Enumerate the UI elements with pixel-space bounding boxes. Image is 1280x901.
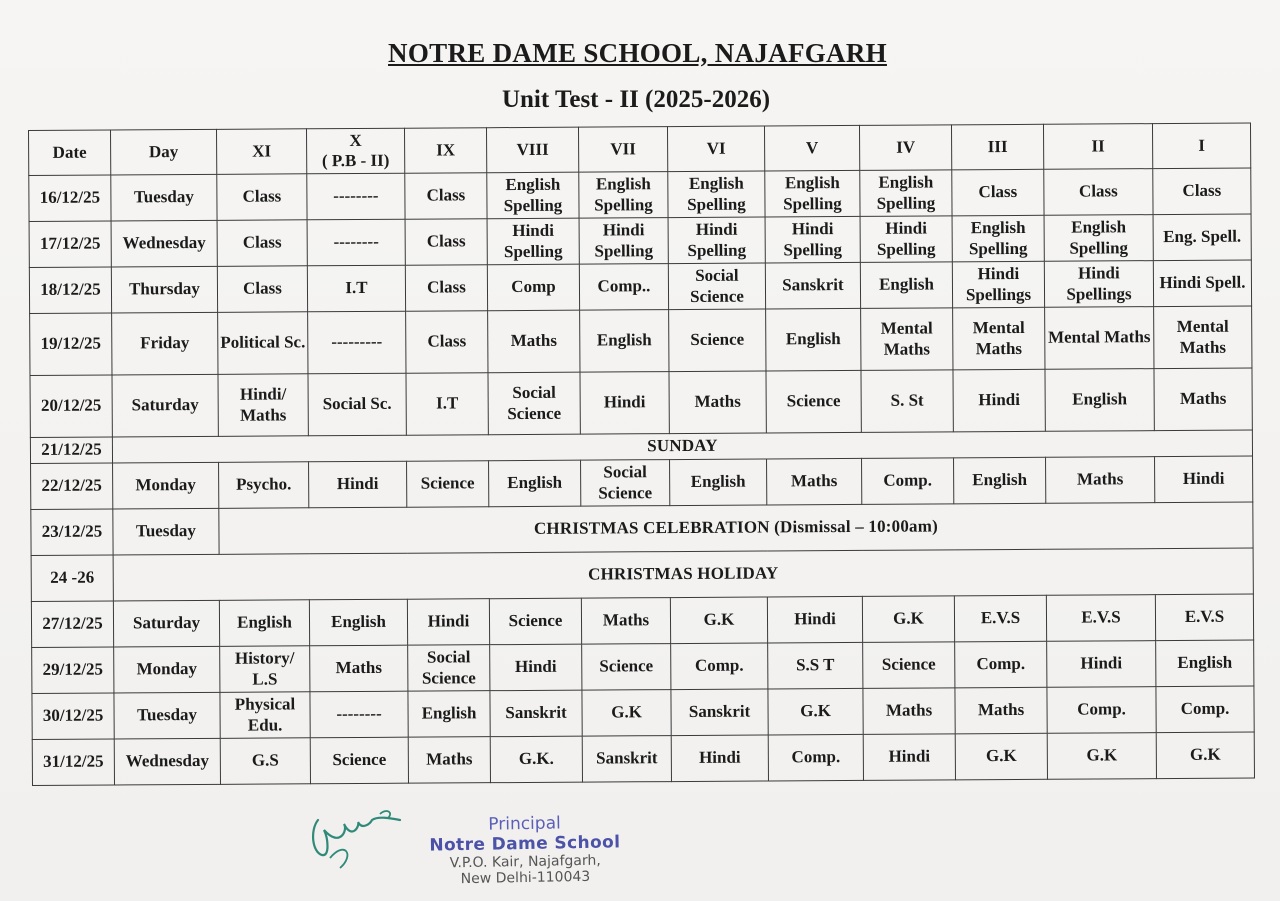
subject-cell: Maths bbox=[863, 688, 955, 735]
subject-cell: Science bbox=[407, 461, 489, 508]
subject-cell: Sanskrit bbox=[582, 736, 671, 783]
subject-cell: G.K. bbox=[490, 736, 582, 783]
subject-cell: Hindi bbox=[309, 461, 407, 508]
subject-cell: Hindi/ Maths bbox=[218, 374, 308, 437]
test-title-heading: Unit Test - II (2025-2026) bbox=[501, 86, 771, 113]
subject-cell: G.K bbox=[955, 733, 1047, 780]
subject-cell: English Spelling bbox=[765, 170, 860, 217]
subject-cell: English bbox=[1156, 640, 1254, 687]
table-row bbox=[32, 640, 1254, 693]
subject-cell: Class bbox=[1044, 169, 1153, 216]
subject-cell: G.K bbox=[862, 596, 954, 643]
subject-cell: E.V.S bbox=[1046, 595, 1155, 642]
subject-cell: English bbox=[580, 310, 669, 373]
subject-cell: History/ L.S bbox=[220, 646, 310, 693]
day-cell: Tuesday bbox=[111, 174, 217, 221]
subject-cell: Comp. bbox=[862, 458, 954, 505]
date-cell: 29/12/25 bbox=[32, 647, 114, 694]
subject-cell: G.K bbox=[582, 690, 671, 737]
table-row bbox=[29, 214, 1251, 267]
table-row bbox=[29, 260, 1251, 313]
subject-cell: Class bbox=[952, 169, 1044, 216]
subject-cell: Maths bbox=[488, 310, 580, 373]
subject-cell: -------- bbox=[307, 173, 405, 220]
subject-cell: Mental Maths bbox=[861, 308, 953, 371]
date-cell: 20/12/25 bbox=[30, 375, 112, 437]
subject-cell: Psycho. bbox=[219, 462, 309, 509]
column-header: Day bbox=[111, 129, 217, 175]
principal-stamp bbox=[404, 812, 645, 888]
subject-cell: S. St bbox=[861, 370, 953, 433]
subject-cell: Class bbox=[405, 219, 487, 266]
school-name-heading: NOTRE DAME SCHOOL, NAJAFGARH bbox=[388, 38, 887, 68]
subject-cell: English Spelling bbox=[668, 171, 765, 218]
principal-signature bbox=[300, 800, 410, 870]
subject-cell: Science bbox=[489, 598, 581, 645]
subject-cell: English Spelling bbox=[1044, 215, 1153, 262]
merged-event-cell: CHRISTMAS HOLIDAY bbox=[113, 548, 1253, 601]
table-row bbox=[30, 306, 1252, 375]
date-cell: 31/12/25 bbox=[32, 739, 114, 786]
column-header: IV bbox=[859, 125, 951, 171]
subject-cell: G.K bbox=[1156, 732, 1254, 779]
subject-cell: English Spelling bbox=[860, 170, 952, 217]
date-cell: 23/12/25 bbox=[31, 509, 113, 556]
day-cell: Tuesday bbox=[114, 692, 220, 739]
subject-cell: Mental Maths bbox=[1154, 306, 1252, 369]
date-cell: 30/12/25 bbox=[32, 693, 114, 740]
subject-cell: G.K bbox=[670, 597, 767, 644]
subject-cell: --------- bbox=[308, 311, 406, 374]
subject-cell: English bbox=[408, 691, 490, 738]
subject-cell: Comp. bbox=[768, 734, 863, 781]
subject-cell: Hindi bbox=[490, 644, 582, 691]
date-cell: 22/12/25 bbox=[31, 463, 113, 510]
table-row bbox=[32, 686, 1254, 739]
subject-cell: Science bbox=[766, 370, 861, 433]
column-header: VIII bbox=[486, 127, 578, 173]
subject-cell: Science bbox=[310, 737, 408, 784]
subject-cell: English bbox=[489, 460, 581, 507]
subject-cell: Hindi Spellings bbox=[952, 261, 1044, 308]
subject-cell: Sanskrit bbox=[671, 689, 768, 736]
subject-cell: Hindi bbox=[863, 734, 955, 781]
subject-cell: Sanskrit bbox=[765, 262, 860, 309]
subject-cell: Class bbox=[1153, 168, 1251, 215]
subject-cell: E.V.S bbox=[954, 595, 1046, 642]
subject-cell: Hindi Spelling bbox=[668, 217, 765, 264]
header-row bbox=[29, 123, 1251, 175]
day-cell: Saturday bbox=[112, 374, 218, 437]
day-cell: Friday bbox=[112, 312, 218, 375]
subject-cell: Hindi bbox=[671, 735, 768, 782]
table-row bbox=[29, 168, 1251, 221]
column-header: IX bbox=[404, 128, 486, 174]
subject-cell: Mental Maths bbox=[1045, 307, 1154, 370]
table-row bbox=[30, 368, 1252, 437]
subject-cell: G.S bbox=[220, 738, 310, 785]
subject-cell: Mental Maths bbox=[953, 307, 1045, 370]
subject-cell: English Spelling bbox=[952, 215, 1044, 262]
subject-cell: English bbox=[670, 459, 767, 506]
subject-cell: Political Sc. bbox=[218, 312, 308, 375]
column-header: VI bbox=[667, 126, 764, 172]
column-header: I bbox=[1152, 123, 1250, 169]
subject-cell: Science bbox=[582, 644, 671, 691]
subject-cell: Maths bbox=[581, 598, 670, 645]
subject-cell: Social Science bbox=[668, 263, 765, 310]
column-header: VII bbox=[578, 127, 667, 173]
subject-cell: English bbox=[954, 457, 1046, 504]
date-cell: 18/12/25 bbox=[29, 267, 111, 314]
subject-cell: Comp.. bbox=[579, 264, 668, 311]
subject-cell: I.T bbox=[307, 265, 405, 312]
stamp-school: Notre Dame School bbox=[429, 832, 621, 856]
datesheet-table bbox=[28, 123, 1255, 786]
subject-cell: I.T bbox=[406, 373, 488, 435]
subject-cell: Science bbox=[669, 309, 766, 372]
subject-cell: Hindi Spelling bbox=[487, 218, 579, 265]
subject-cell: Maths bbox=[1046, 457, 1155, 504]
subject-cell: English bbox=[766, 308, 861, 371]
date-cell: 19/12/25 bbox=[30, 313, 112, 375]
day-cell: Monday bbox=[113, 462, 219, 509]
date-cell: 16/12/25 bbox=[29, 175, 111, 222]
subject-cell: -------- bbox=[307, 219, 405, 266]
table-row bbox=[31, 594, 1253, 647]
subject-cell: Maths bbox=[310, 645, 408, 692]
subject-cell: Hindi Spelling bbox=[765, 216, 860, 263]
subject-cell: Eng. Spell. bbox=[1153, 214, 1251, 261]
subject-cell: Class bbox=[217, 266, 307, 313]
table-row bbox=[31, 456, 1253, 509]
column-header: II bbox=[1043, 124, 1152, 170]
subject-cell: Hindi Spelling bbox=[579, 218, 668, 265]
merged-event-cell: SUNDAY bbox=[112, 430, 1252, 463]
subject-cell: English Spelling bbox=[579, 172, 668, 219]
subject-cell: Social Science bbox=[408, 645, 490, 692]
column-header: III bbox=[951, 124, 1043, 170]
date-cell: 27/12/25 bbox=[31, 601, 113, 648]
date-cell: 17/12/25 bbox=[29, 221, 111, 268]
subject-cell: Comp. bbox=[1156, 686, 1254, 733]
column-header: XI bbox=[216, 129, 306, 175]
subject-cell: S.S T bbox=[768, 642, 863, 689]
subject-cell: English bbox=[860, 262, 952, 309]
subject-cell: Social Science bbox=[488, 372, 580, 435]
subject-cell: Social Sc. bbox=[308, 373, 406, 436]
subject-cell: Comp. bbox=[955, 641, 1047, 688]
stamp-title: Principal bbox=[488, 813, 561, 835]
subject-cell: Class bbox=[405, 265, 487, 312]
stamp-address: V.P.O. Kair, Najafgarh, bbox=[449, 852, 601, 872]
day-cell: Wednesday bbox=[114, 738, 220, 785]
subject-cell: Class bbox=[217, 220, 307, 267]
subject-cell: Class bbox=[406, 311, 488, 373]
date-cell: 24 -26 bbox=[31, 555, 113, 602]
subject-cell: Comp bbox=[487, 264, 579, 311]
subject-cell: -------- bbox=[310, 691, 408, 738]
subject-cell: Maths bbox=[669, 371, 766, 434]
stamp-city: New Delhi-110043 bbox=[460, 868, 591, 888]
subject-cell: Hindi bbox=[1155, 456, 1253, 503]
subject-cell: G.K bbox=[768, 688, 863, 735]
subject-cell: English bbox=[219, 600, 309, 647]
day-cell: Monday bbox=[114, 646, 220, 693]
subject-cell: Science bbox=[863, 642, 955, 689]
column-header: Date bbox=[29, 130, 111, 176]
subject-cell: Hindi bbox=[407, 599, 489, 646]
subject-cell: English Spelling bbox=[487, 172, 579, 219]
subject-cell: Maths bbox=[767, 458, 862, 505]
day-cell: Wednesday bbox=[111, 220, 217, 267]
subject-cell: Sanskrit bbox=[490, 690, 582, 737]
subject-cell: E.V.S bbox=[1155, 594, 1253, 641]
subject-cell: Hindi bbox=[767, 596, 862, 643]
column-header: X ( P.B - II) bbox=[306, 128, 404, 174]
day-cell: Thursday bbox=[111, 266, 217, 313]
subject-cell: Maths bbox=[955, 687, 1047, 734]
subject-cell: Physical Edu. bbox=[220, 692, 310, 739]
subject-cell: Hindi bbox=[1047, 641, 1156, 688]
subject-cell: Maths bbox=[1154, 368, 1252, 431]
subject-cell: G.K bbox=[1047, 733, 1156, 780]
subject-cell: Hindi Spellings bbox=[1044, 261, 1153, 308]
subject-cell: Hindi Spell. bbox=[1153, 260, 1251, 307]
subject-cell: English bbox=[1045, 369, 1154, 432]
day-cell: Saturday bbox=[113, 600, 219, 647]
table-row bbox=[32, 732, 1254, 785]
merged-event-cell: CHRISTMAS CELEBRATION (Dismissal – 10:00am) bbox=[219, 502, 1253, 554]
subject-cell: Maths bbox=[408, 737, 490, 784]
subject-cell: Comp. bbox=[671, 643, 768, 690]
subject-cell: Social Science bbox=[581, 460, 670, 507]
table-body bbox=[29, 168, 1255, 785]
subject-cell: Class bbox=[405, 173, 487, 220]
subject-cell: English bbox=[309, 599, 407, 646]
subject-cell: Hindi bbox=[953, 369, 1045, 432]
subject-cell: Hindi bbox=[580, 372, 669, 435]
table-row bbox=[31, 548, 1253, 601]
subject-cell: Class bbox=[217, 174, 307, 221]
subject-cell: Hindi Spelling bbox=[860, 216, 952, 263]
table-row bbox=[31, 502, 1253, 555]
day-cell: Tuesday bbox=[113, 508, 219, 555]
column-header: V bbox=[764, 125, 859, 171]
subject-cell: Comp. bbox=[1047, 687, 1156, 734]
date-cell: 21/12/25 bbox=[30, 437, 112, 464]
